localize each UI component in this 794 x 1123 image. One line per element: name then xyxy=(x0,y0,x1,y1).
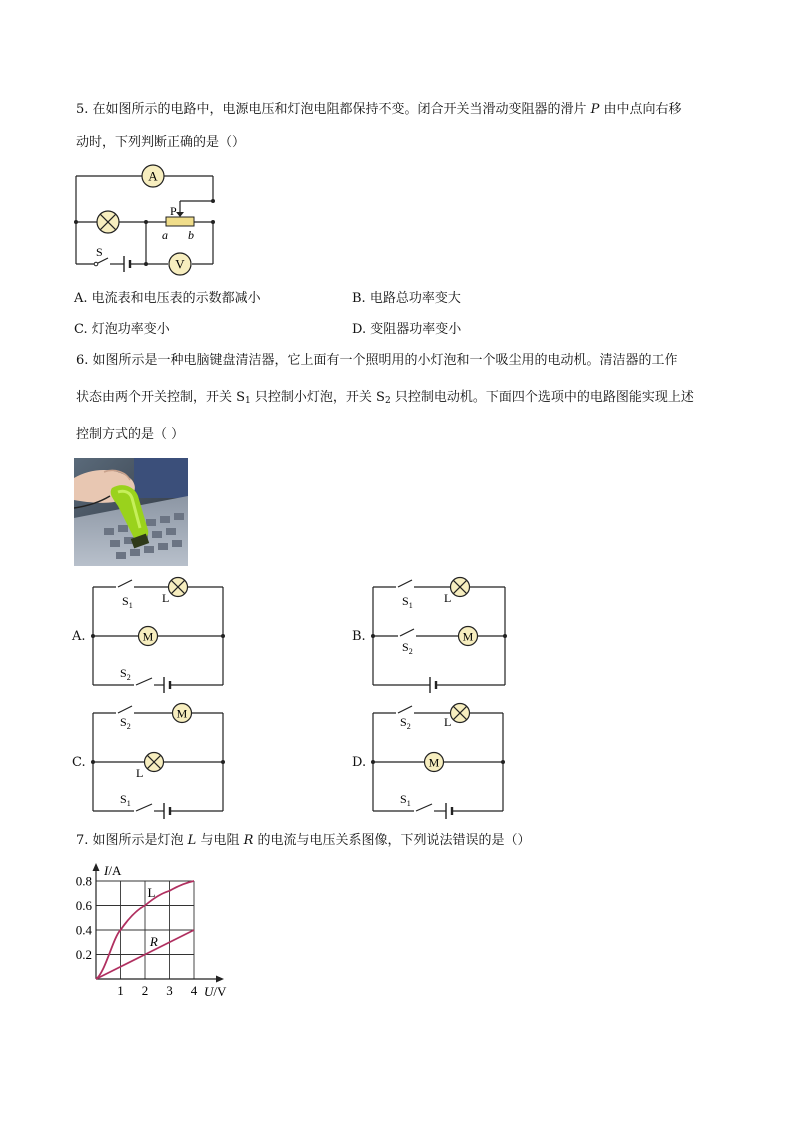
switch-label-s1 xyxy=(122,594,133,610)
motor-icon xyxy=(139,627,158,646)
switch-subscript: 2 xyxy=(406,722,411,731)
switch-letter: S xyxy=(402,594,409,608)
chart-grid xyxy=(96,881,194,979)
q6-option-c-label: C. xyxy=(72,755,86,770)
switch-label-s1 xyxy=(120,792,131,808)
switch-label-s2 xyxy=(402,640,413,656)
switch-subscript: 2 xyxy=(408,647,413,656)
q5-stem-text: 5. 在如图所示的电路中，电源电压和灯泡电阻都保持不变。闭合开关当滑动变阻器的滑片 xyxy=(76,102,591,117)
switch-subscript: 1 xyxy=(406,799,411,808)
voltmeter-label: V xyxy=(175,256,185,272)
q7-iv-chart xyxy=(66,855,246,1005)
q6-stem-line1: 6. 如图所示是一种电脑键盘清洁器，它上面有一个照明用的小灯泡和一个吸尘用的电动机。清洁器的工作 xyxy=(76,353,678,368)
switch-letter: S xyxy=(120,666,127,680)
x-axis-unit: /V xyxy=(213,984,227,999)
lamp-label: L xyxy=(444,715,452,729)
q6-stem-line3: 控制方式的是（ ） xyxy=(76,427,185,442)
q5-option-a: A. 电流表和电压表的示数都减小 xyxy=(74,291,261,306)
rheostat-end-a: a xyxy=(162,228,168,242)
motor-icon xyxy=(425,753,444,772)
q7-resistor-symbol: R xyxy=(243,833,254,848)
q5-slider-arrow-icon xyxy=(176,212,184,217)
q6-option-b-circuit xyxy=(366,574,511,696)
ammeter-label: A xyxy=(148,168,158,184)
ammeter-icon xyxy=(142,165,164,187)
y-axis-symbol: I xyxy=(104,863,109,878)
motor-label: M xyxy=(176,706,188,721)
switch-letter: S xyxy=(400,792,407,806)
motor-label: M xyxy=(462,629,474,644)
q7-stem-text-end: 的电流与电压关系图像，下列说法错误的是（） xyxy=(253,833,531,848)
q5-option-b: B. 电路总功率变大 xyxy=(352,291,461,306)
motor-icon xyxy=(459,627,478,646)
y-tick-label: 0.4 xyxy=(75,922,92,938)
q6-option-d-label: D. xyxy=(352,755,367,770)
switch-label-s1 xyxy=(402,594,413,610)
motor-icon xyxy=(173,704,192,723)
q7-stem-text-mid: 与电阻 xyxy=(196,833,244,848)
switch-label-s2 xyxy=(400,715,411,731)
switch-letter: S xyxy=(400,715,407,729)
slider-label-p: P xyxy=(170,204,177,218)
q5-stem-line2: 动时，下列判断正确的是（） xyxy=(76,135,246,150)
series-label-r: R xyxy=(149,933,158,949)
keyboard-cleaner-photo xyxy=(74,458,188,566)
switch-letter: S xyxy=(120,715,127,729)
q5-stem-text-end: 由中点向右移 xyxy=(599,102,682,117)
y-tick-label: 0.2 xyxy=(75,947,92,962)
switch-letter: S xyxy=(120,792,127,806)
q7-lamp-symbol: L xyxy=(187,833,197,848)
q6-s1-subscript: 1 xyxy=(245,396,251,406)
series-label-l: L xyxy=(147,884,156,900)
switch-label-s: S xyxy=(96,245,103,259)
q6-stem-text: 状态由两个开关控制，开关 S xyxy=(76,390,246,405)
lamp-label: L xyxy=(136,766,144,780)
switch-letter: S xyxy=(122,594,129,608)
switch-subscript: 1 xyxy=(126,799,131,808)
lamp-icon xyxy=(451,704,470,723)
q7-stem-text: 7. 如图所示是灯泡 xyxy=(76,833,188,848)
q6-s2-subscript: 2 xyxy=(384,396,391,406)
x-tick-label: 3 xyxy=(166,983,173,998)
lamp-label: L xyxy=(162,591,170,605)
rheostat-end-b: b xyxy=(188,228,194,242)
y-tick-label: 0.6 xyxy=(75,898,92,913)
lamp-icon xyxy=(97,211,119,233)
voltmeter-icon xyxy=(169,253,191,275)
lamp-label: L xyxy=(444,591,452,605)
y-axis-arrow-icon xyxy=(93,863,100,871)
y-tick-label: 0.8 xyxy=(75,873,92,889)
switch-letter: S xyxy=(402,640,409,654)
y-axis-label xyxy=(103,863,122,878)
motor-label: M xyxy=(428,755,440,770)
x-tick-label: 1 xyxy=(117,983,124,998)
q6-option-d-circuit xyxy=(366,700,511,822)
q6-option-b-label: B. xyxy=(352,629,366,644)
switch-label-s1 xyxy=(400,792,411,808)
q5-option-c: C. 灯泡功率变小 xyxy=(74,322,170,337)
switch-label-s2 xyxy=(120,715,131,731)
x-axis-arrow-icon xyxy=(216,976,224,983)
q5-circuit-diagram xyxy=(66,160,226,280)
switch-subscript: 2 xyxy=(126,673,131,682)
motor-label: M xyxy=(142,629,154,644)
x-tick-label: 2 xyxy=(141,983,149,998)
q5-option-d: D. 变阻器功率变小 xyxy=(352,322,462,337)
q6-option-c-circuit xyxy=(86,700,231,822)
lamp-icon xyxy=(451,578,470,597)
lamp-icon xyxy=(169,578,188,597)
q5-stem-line1 xyxy=(76,101,682,119)
y-axis-unit: /A xyxy=(108,863,122,878)
q6-stem-text-end: 只控制电动机。下面四个选项中的电路图能实现上述 xyxy=(390,390,694,405)
keyboard-cleaner-image xyxy=(74,458,188,566)
x-tick-label: 4 xyxy=(190,983,198,998)
x-axis-label xyxy=(204,984,227,999)
switch-subscript: 1 xyxy=(128,601,133,610)
lamp-icon xyxy=(145,753,164,772)
x-axis-symbol: U xyxy=(204,984,214,999)
q6-option-a-label: A. xyxy=(72,629,86,644)
q5-slider-symbol: P xyxy=(590,102,600,117)
q6-option-a-circuit xyxy=(86,574,231,696)
switch-subscript: 1 xyxy=(408,601,413,610)
q6-stem-line2 xyxy=(76,389,694,410)
switch-label-s2 xyxy=(120,666,131,682)
switch-subscript: 2 xyxy=(126,722,131,731)
q7-stem-line1 xyxy=(76,832,531,850)
q6-stem-text-mid: 只控制小灯泡，开关 S xyxy=(250,390,385,405)
